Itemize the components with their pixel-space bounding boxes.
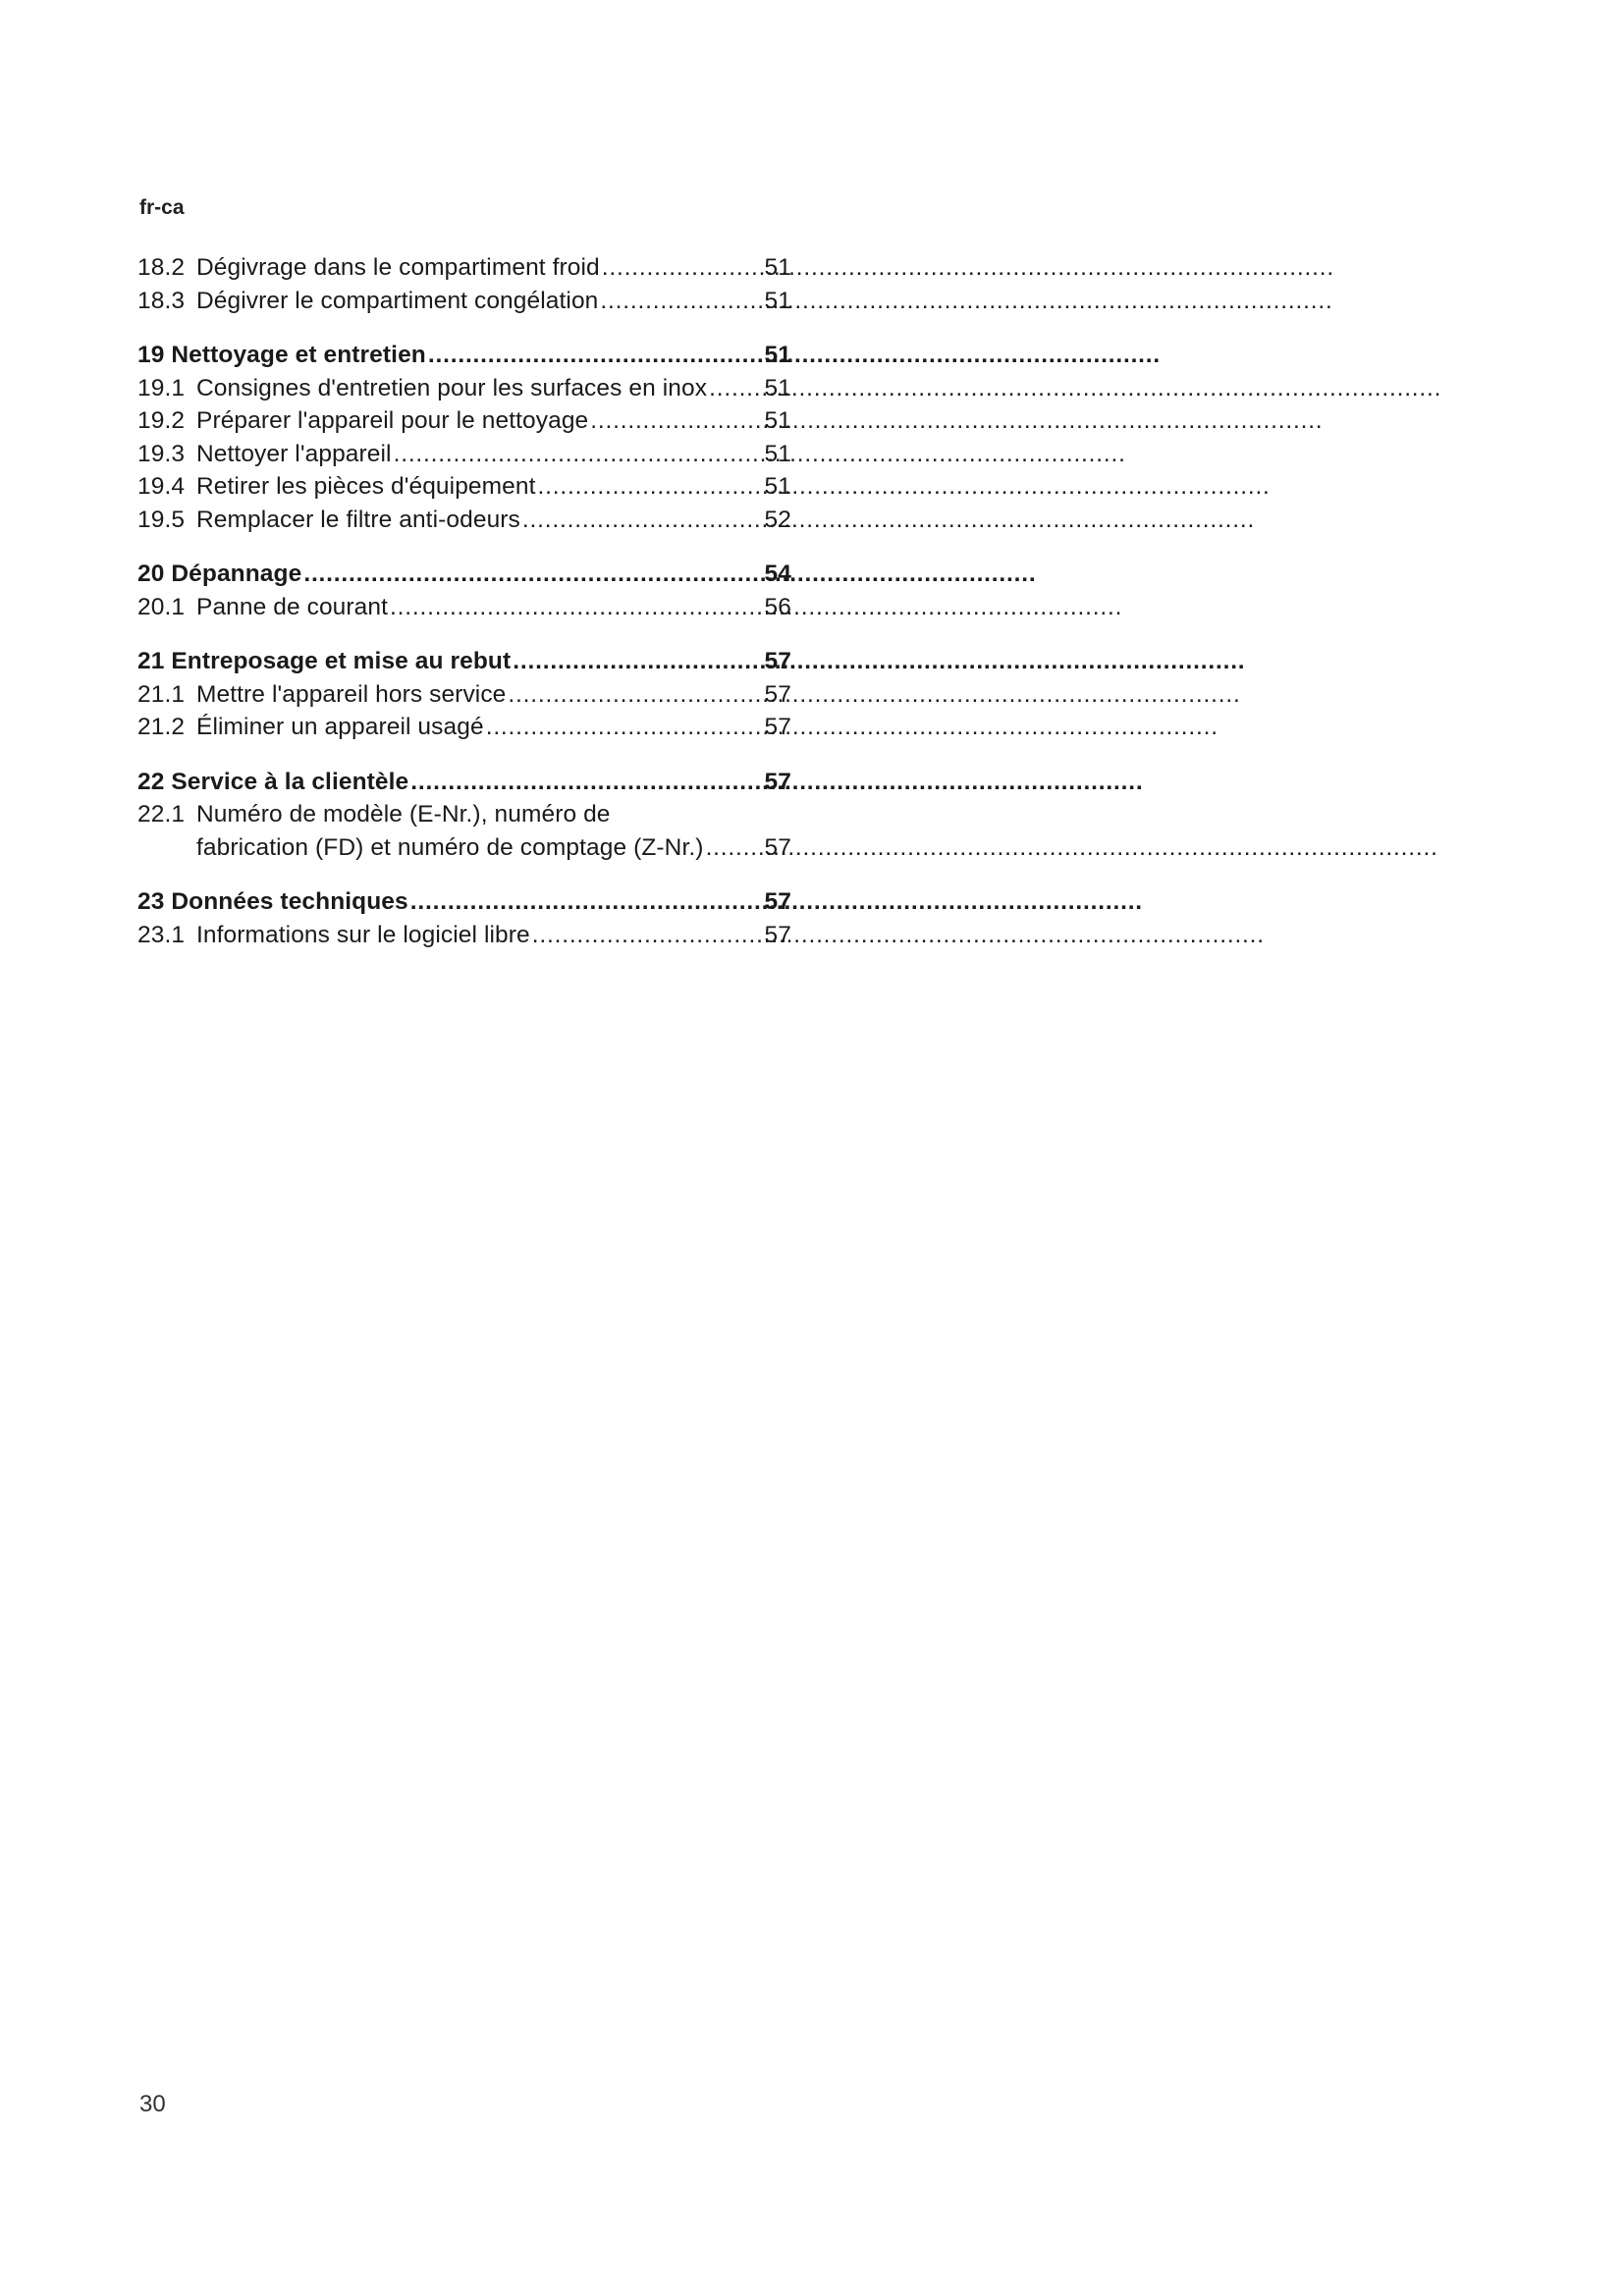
toc-entry-19-5[interactable] [137,504,793,537]
toc-heading-23[interactable] [137,885,793,919]
dot-leader [590,404,752,438]
toc-entry-number: 23.1 [137,921,186,948]
dot-leader [486,711,752,744]
toc-heading-page: 57 [764,648,791,674]
toc-entry-title: Numéro de modèle (E-Nr.), numéro de [196,801,611,828]
toc-entry-page: 57 [764,833,791,861]
toc-entry-title: Dégivrer le compartiment congélation [196,287,599,314]
toc-entry-title: Dégivrage dans le compartiment froid [196,254,600,281]
toc-heading-title: 21 Entreposage et mise au rebut [137,648,512,674]
language-code: fr-ca [139,196,185,219]
toc-entry-number: 19.1 [137,374,186,401]
toc-entry-page: 51 [764,440,791,467]
dot-leader [390,591,752,624]
toc-entry-19-3[interactable] [137,438,793,471]
toc-group-20 [137,558,793,623]
table-of-contents [137,251,793,973]
toc-heading-title: 23 Données techniques [137,888,408,915]
toc-heading-22[interactable] [137,766,793,799]
toc-entry-title-continued: fabrication (FD) et numéro de comptage (Z-Nr.) [196,833,704,861]
toc-entry-number: 21.1 [137,680,186,708]
toc-heading-title: 22 Service à la clientèle [137,768,409,795]
toc-entry-page: 57 [764,714,791,740]
toc-heading-19[interactable] [137,339,793,372]
toc-entry-page: 52 [764,506,791,533]
dot-leader [709,372,752,405]
toc-heading-page: 54 [764,561,791,587]
toc-group-19 [137,339,793,536]
toc-entry-title: Nettoyer l'appareil [196,440,392,467]
dot-leader [706,831,752,865]
toc-entry-page: 51 [764,287,791,314]
toc-entry-title: Panne de courant [196,593,389,620]
toc-entry-title: Retirer les pièces d'équipement [196,473,536,500]
toc-entry-21-1[interactable] [137,678,793,712]
dot-leader [410,766,752,799]
dot-leader [600,285,752,318]
toc-heading-title: 20 Dépannage [137,561,302,587]
toc-entry-page: 57 [764,680,791,708]
toc-group-23 [137,885,793,951]
toc-entry-page: 56 [764,593,791,620]
toc-entry-18-2[interactable] [137,251,793,285]
dot-leader [513,645,752,678]
dot-leader [602,251,752,285]
toc-group-21 [137,645,793,744]
toc-entry-number: 19.5 [137,506,186,533]
toc-heading-title: 19 Nettoyage et entretien [137,342,426,368]
toc-entry-title: Mettre l'appareil hors service [196,680,507,708]
dot-leader [522,504,752,537]
toc-entry-page: 57 [764,921,791,948]
toc-entry-page: 51 [764,254,791,281]
toc-entry-number: 21.2 [137,714,186,740]
toc-heading-page: 57 [764,888,791,915]
toc-heading-page: 51 [764,342,791,368]
toc-heading-20[interactable] [137,558,793,591]
toc-entry-18-3[interactable] [137,285,793,318]
toc-entry-title: Remplacer le filtre anti-odeurs [196,506,520,533]
toc-entry-number: 18.3 [137,287,186,314]
toc-entry-20-1[interactable] [137,591,793,624]
toc-entry-number: 19.4 [137,473,186,500]
toc-entry-number: 19.2 [137,407,186,434]
toc-entry-23-1[interactable] [137,919,793,952]
toc-entry-number: 18.2 [137,254,186,281]
toc-entry-title: Informations sur le logiciel libre [196,921,530,948]
toc-entry-line [137,831,793,865]
dot-leader [428,339,752,372]
dot-leader [532,919,752,952]
toc-entry-19-1[interactable] [137,372,793,405]
dot-leader [303,558,752,591]
toc-entry-title: Préparer l'appareil pour le nettoyage [196,407,589,434]
toc-entry-19-4[interactable] [137,470,793,504]
dot-leader [538,470,752,504]
toc-entry-page: 51 [764,374,791,401]
toc-entry-page: 51 [764,407,791,434]
toc-entry-page: 51 [764,473,791,500]
toc-entry-22-1[interactable] [137,798,793,864]
toc-heading-page: 57 [764,768,791,795]
toc-entry-title: Éliminer un appareil usagé [196,714,484,740]
toc-entry-21-2[interactable] [137,711,793,744]
page-number: 30 [139,2091,166,2117]
toc-entry-19-2[interactable] [137,404,793,438]
toc-group-18 [137,251,793,317]
toc-group-22 [137,766,793,865]
dot-leader [410,885,752,919]
toc-entry-number: 22.1 [137,801,186,828]
dot-leader [394,438,752,471]
toc-heading-21[interactable] [137,645,793,678]
toc-entry-line [137,798,793,831]
toc-entry-number: 19.3 [137,440,186,467]
toc-entry-number: 20.1 [137,593,186,620]
toc-entry-title: Consignes d'entretien pour les surfaces en inox [196,374,708,401]
dot-leader [508,678,752,712]
